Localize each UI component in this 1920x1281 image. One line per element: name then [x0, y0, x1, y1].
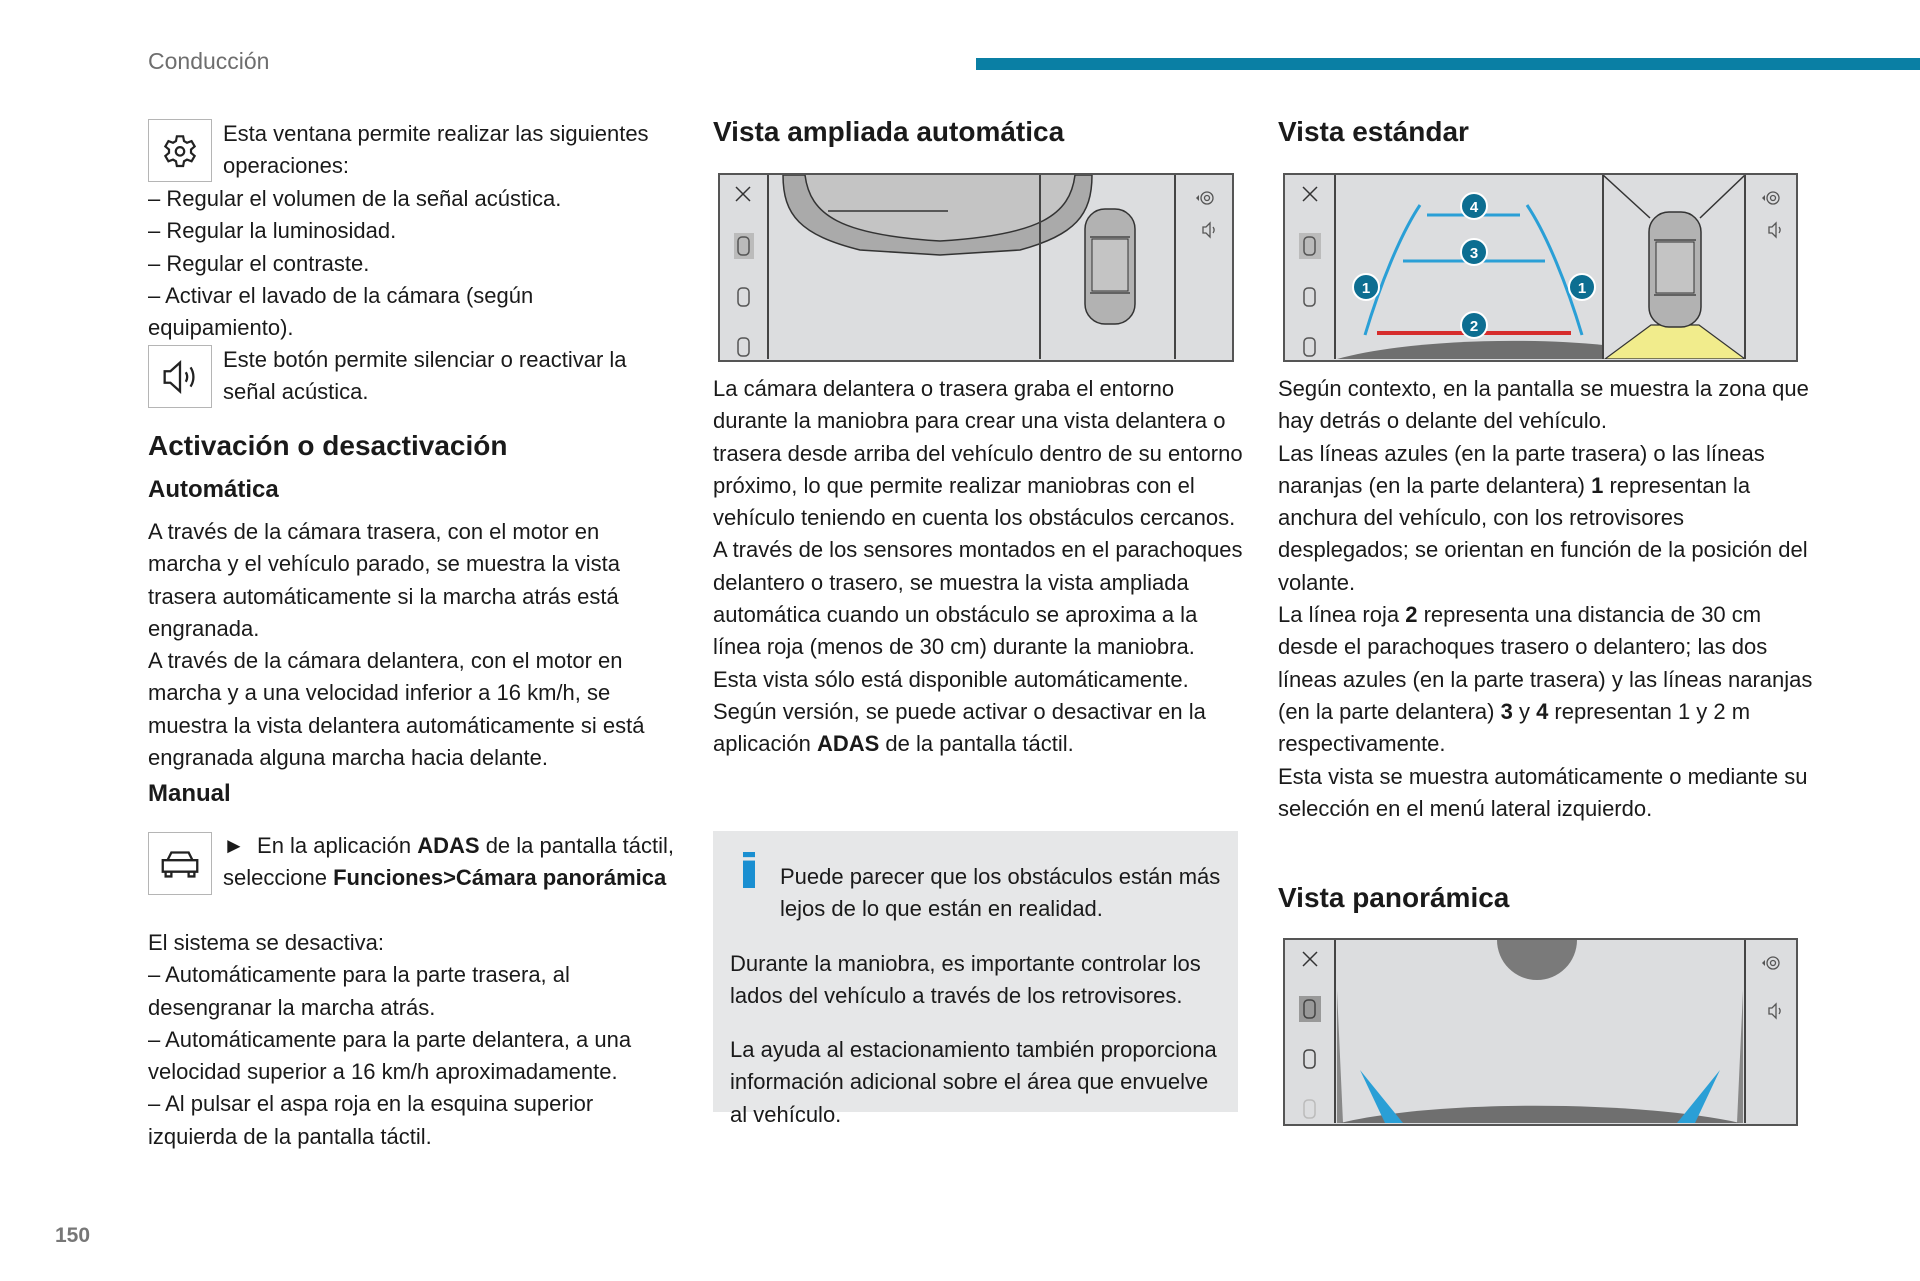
- auto-paragraph-1: A través de la cámara trasera, con el motor en marcha y el vehículo parado, se muestra la vista trasera automáticamente si la marcha atrás está engranada.: [148, 519, 621, 641]
- page-number: 150: [55, 1224, 91, 1247]
- section-title: Conducción: [148, 48, 270, 74]
- auto-heading: Automática: [148, 476, 279, 503]
- svg-text:1: 1: [1577, 280, 1587, 297]
- auto-paragraph-2: A través de la cámara delantera, con el motor en marcha y a una velocidad inferior a 16 km/h, se muestra la vista delantera automáticamente si está engranada alguna marcha hacia delante.: [148, 648, 645, 771]
- header-accent-bar: [976, 58, 1920, 70]
- svg-text:3: 3: [1469, 245, 1479, 262]
- svg-text:2: 2: [1469, 318, 1479, 335]
- list-item: – Al pulsar el aspa roja en la esquina superior izquierda de la pantalla táctil.: [148, 1091, 594, 1149]
- speaker-icon: [157, 354, 203, 400]
- panoramic-view-heading: Vista panorámica: [1278, 882, 1510, 913]
- svg-text:4: 4: [1469, 199, 1479, 216]
- list-item: – Regular el volumen de la señal acústica.: [148, 186, 562, 211]
- activation-heading: Activación o desactivación: [148, 430, 508, 461]
- list-item: – Automáticamente para la parte delantera, a una velocidad superior a 16 km/h aproximadamente.: [148, 1026, 632, 1085]
- standard-view-screen: [1283, 173, 1798, 362]
- deactivation-list: El sistema se desactiva: – Automáticamente para la parte trasera, al desengranar la marcha atrás. – Automáticamente para la parte delantera, a una velocidad superior a 16 km/h aproximadamente. – Al pulsar el aspa roja en la esquina superior izquierda de la pantalla táctil.: [148, 927, 678, 1153]
- info-note: Puede parecer que los obstáculos están más lejos de lo que están en realidad. Durante la maniobra, es importante controlar los lados del vehículo a través de los retrovisores. La ayuda al estacionamiento también proporciona información adicional sobre el área que envuelve al vehículo.: [713, 831, 1238, 1112]
- speaker-icon-box: [148, 345, 212, 408]
- list-item: – Activar el lavado de la cámara (según equipamiento).: [148, 282, 534, 341]
- arrow-icon: ►: [223, 833, 245, 858]
- settings-icon-box: [148, 119, 212, 182]
- list-item: – Regular el contraste.: [148, 250, 370, 276]
- menu-path: Funciones>Cámara panorámica: [333, 865, 667, 891]
- standard-view-heading: Vista estándar: [1278, 116, 1469, 147]
- standard-view-description: Según contexto, en la pantalla se muestra la zona que hay detrás o delante del vehículo. Las líneas azules (en la parte trasera) o las líneas naranjas (en la parte delantera) 1 representan la anchura del vehículo, con los retrovisores desplegados; se orientan en función de la posición del volante. La línea roja 2 representa una distancia de 30 cm desde el parachoques trasero o delantero; las dos líneas azules (en la parte trasera) y las líneas naranjas (en la parte delantera) 3 y 4 representan 1 y 2 m respectivamente. Esta vista se muestra automáticamente o mediante su selección en el menú lateral izquierdo.: [1278, 376, 1813, 821]
- auto-zoom-view-heading: Vista ampliada automática: [713, 116, 1065, 147]
- activation-section: [148, 428, 678, 810]
- manual-heading: Manual: [148, 780, 231, 808]
- auto-zoom-view-screen: [718, 173, 1234, 362]
- mute-intro-text: Este botón permite silenciar o reactivar la señal acústica.: [223, 347, 627, 405]
- gear-icon: [158, 129, 202, 173]
- list-item: – Automáticamente para la parte trasera, al desengranar la marcha atrás.: [148, 962, 570, 1020]
- manual-instruction: ► En la aplicación ADAS de la pantalla táctil, seleccione Funciones>Cámara panorámica: [223, 833, 675, 891]
- close-icon: [1303, 952, 1317, 966]
- settings-operations-list: [148, 183, 678, 344]
- svg-text:1: 1: [1361, 280, 1371, 297]
- list-item: – Regular la luminosidad.: [148, 218, 397, 244]
- auto-zoom-description: La cámara delantera o trasera graba el entorno durante la maniobra para crear una vista delantera o trasera desde arriba del vehículo dentro de su entorno próximo, lo que permite realizar maniobras con el vehículo teniendo en cuenta los obstáculos cercanos. A través de los sensores montados en el parachoques delantero o trasero, se muestra la vista ampliada automática cuando un obstáculo se aproxima a la línea roja (menos de 30 cm) durante la maniobra. Esta vista sólo está disponible automáticamente. Según versión, se puede activar o desactivar en la aplicación ADAS de la pantalla táctil.: [713, 376, 1243, 757]
- close-icon: [1303, 187, 1317, 201]
- panoramic-view-screen: [1283, 938, 1798, 1126]
- settings-intro-text: Esta ventana permite realizar las siguientes operaciones:: [223, 121, 649, 179]
- close-icon: [736, 187, 750, 201]
